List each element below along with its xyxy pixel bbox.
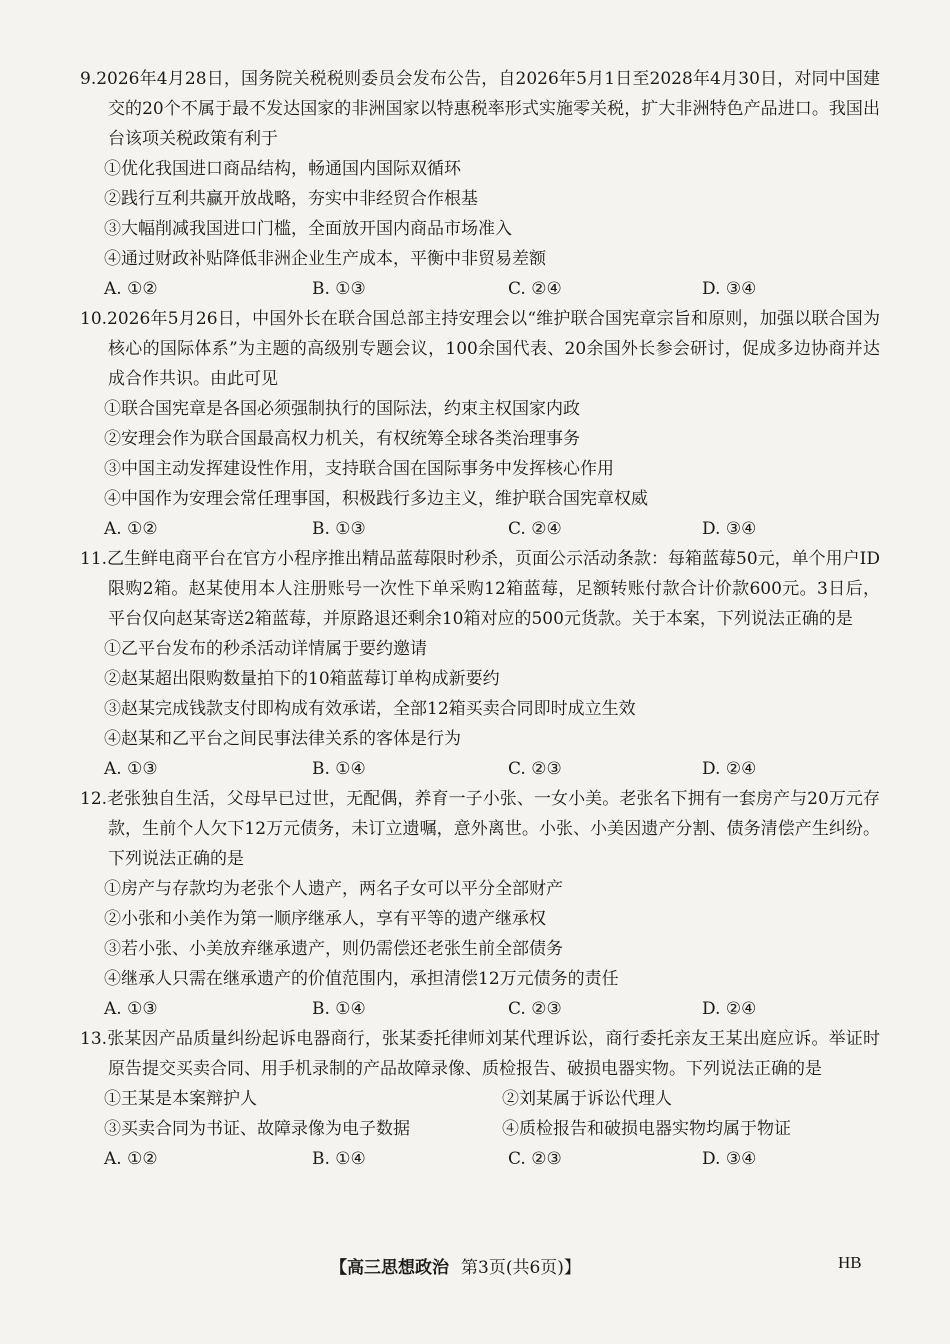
statement-option: ①王某是本案辩护人 <box>104 1089 257 1109</box>
statement-option: ①房产与存款均为老张个人遗产，两名子女可以平分全部财产 <box>104 879 563 899</box>
answer-choice-b: B. ①③ <box>312 279 366 299</box>
answer-choice-d: D. ③④ <box>702 519 757 539</box>
answer-choice-a: A. ①② <box>104 519 158 539</box>
footer-title <box>330 1253 581 1278</box>
question-stem: 12.老张独自生活，父母早已过世，无配偶，养育一子小张、一女小美。老张名下拥有一套房产与20万元存款，生前个人欠下12万元债务，未订立遗嘱，意外离世。小张、小美因遗产分割、债务清偿产生纠纷。下列说法正确的是 <box>80 789 880 869</box>
question-12 <box>80 784 880 1024</box>
page-number: 第3页(共6页)】 <box>461 1258 581 1278</box>
statement-option: ①优化我国进口商品结构，畅通国内国际双循环 <box>104 159 461 179</box>
question-stem: 10.2026年5月26日，中国外长在联合国总部主持安理会以“维护联合国宪章宗旨和原则，加强以联合国为核心的国际体系”为主题的高级别专题会议，100余国代表、20余国外长参会研讨，促成多边协商并达成合作共识。由此可见 <box>80 309 880 389</box>
answer-choice-a: A. ①② <box>104 279 158 299</box>
statement-option: ②践行互利共赢开放战略，夯实中非经贸合作根基 <box>104 189 478 209</box>
answer-choice-a: A. ①③ <box>104 999 158 1019</box>
statement-option: ④通过财政补贴降低非洲企业生产成本，平衡中非贸易差额 <box>104 249 546 269</box>
answer-choices <box>80 514 880 544</box>
question-list <box>80 64 880 1174</box>
question-11 <box>80 544 880 784</box>
question-stem: 9.2026年4月28日，国务院关税税则委员会发布公告，自2026年5月1日至2028年4月30日，对同中国建交的20个不属于最不发达国家的非洲国家以特惠税率形式实施零关税，扩大非洲特色产品进口。我国出台该项关税政策有利于 <box>80 69 880 149</box>
statement-option: ④继承人只需在继承遗产的价值范围内，承担清偿12万元债务的责任 <box>104 969 619 989</box>
answer-choice-b: B. ①④ <box>312 759 366 779</box>
statement-option: ②安理会作为联合国最高权力机关，有权统筹全球各类治理事务 <box>104 429 580 449</box>
answer-choice-b: B. ①④ <box>312 999 366 1019</box>
statement-option: ③若小张、小美放弃继承遗产，则仍需偿还老张生前全部债务 <box>104 939 563 959</box>
answer-choice-c: C. ②③ <box>508 999 562 1019</box>
answer-choice-d: D. ③④ <box>702 279 757 299</box>
answer-choices <box>80 994 880 1024</box>
answer-choice-d: D. ③④ <box>702 1149 757 1169</box>
question-stem: 11.乙生鲜电商平台在官方小程序推出精品蓝莓限时秒杀，页面公示活动条款：每箱蓝莓50元，单个用户ID限购2箱。赵某使用本人注册账号一次性下单采购12箱蓝莓，足额转账付款合计价款600元。3日后，平台仅向赵某寄送2箱蓝莓，并原路退还剩余10箱对应的500元货款。关于本案，下列说法正确的是 <box>80 549 881 629</box>
answer-choice-d: D. ②④ <box>702 759 757 779</box>
question-10 <box>80 304 880 544</box>
answer-choice-a: A. ①③ <box>104 759 158 779</box>
question-13 <box>80 1024 880 1174</box>
statement-option: ②赵某超出限购数量拍下的10箱蓝莓订单构成新要约 <box>104 669 500 689</box>
statement-option: ③大幅削减我国进口门槛，全面放开国内商品市场准入 <box>104 219 512 239</box>
answer-choice-a: A. ①② <box>104 1149 158 1169</box>
answer-choice-d: D. ②④ <box>702 999 757 1019</box>
statement-option: ①联合国宪章是各国必须强制执行的国际法，约束主权国家内政 <box>104 399 580 419</box>
statement-option: ④质检报告和破损电器实物均属于物证 <box>502 1119 791 1139</box>
answer-choice-b: B. ①④ <box>312 1149 366 1169</box>
answer-choices <box>80 274 880 304</box>
answer-choice-c: C. ②③ <box>508 1149 562 1169</box>
answer-choices <box>80 1144 880 1174</box>
answer-choice-c: C. ②④ <box>508 279 562 299</box>
statement-option: ②小张和小美作为第一顺序继承人，享有平等的遗产继承权 <box>104 909 546 929</box>
statement-option: ④赵某和乙平台之间民事法律关系的客体是行为 <box>104 729 461 749</box>
statement-option: ③中国主动发挥建设性作用，支持联合国在国际事务中发挥核心作用 <box>104 459 614 479</box>
answer-choice-c: C. ②③ <box>508 759 562 779</box>
question-9 <box>80 64 880 304</box>
edition-code: HB <box>838 1253 862 1272</box>
statement-option: ③买卖合同为书证、故障录像为电子数据 <box>104 1119 410 1139</box>
question-stem: 13.张某因产品质量纠纷起诉电器商行，张某委托律师刘某代理诉讼，商行委托亲友王某出庭应诉。举证时原告提交买卖合同、用手机录制的产品故障录像、质检报告、破损电器实物。下列说法正确的是 <box>80 1029 880 1079</box>
statement-option: ③赵某完成钱款支付即构成有效承诺，全部12箱买卖合同即时成立生效 <box>104 699 636 719</box>
statement-options-grid <box>80 1084 880 1144</box>
statement-option: ④中国作为安理会常任理事国，积极践行多边主义，维护联合国宪章权威 <box>104 489 648 509</box>
page-footer <box>0 1253 950 1283</box>
statement-option: ②刘某属于诉讼代理人 <box>502 1089 672 1109</box>
subject-title: 【高三思想政治 <box>330 1258 449 1278</box>
answer-choice-b: B. ①③ <box>312 519 366 539</box>
statement-option: ①乙平台发布的秒杀活动详情属于要约邀请 <box>104 639 427 659</box>
answer-choices <box>80 754 880 784</box>
answer-choice-c: C. ②④ <box>508 519 562 539</box>
